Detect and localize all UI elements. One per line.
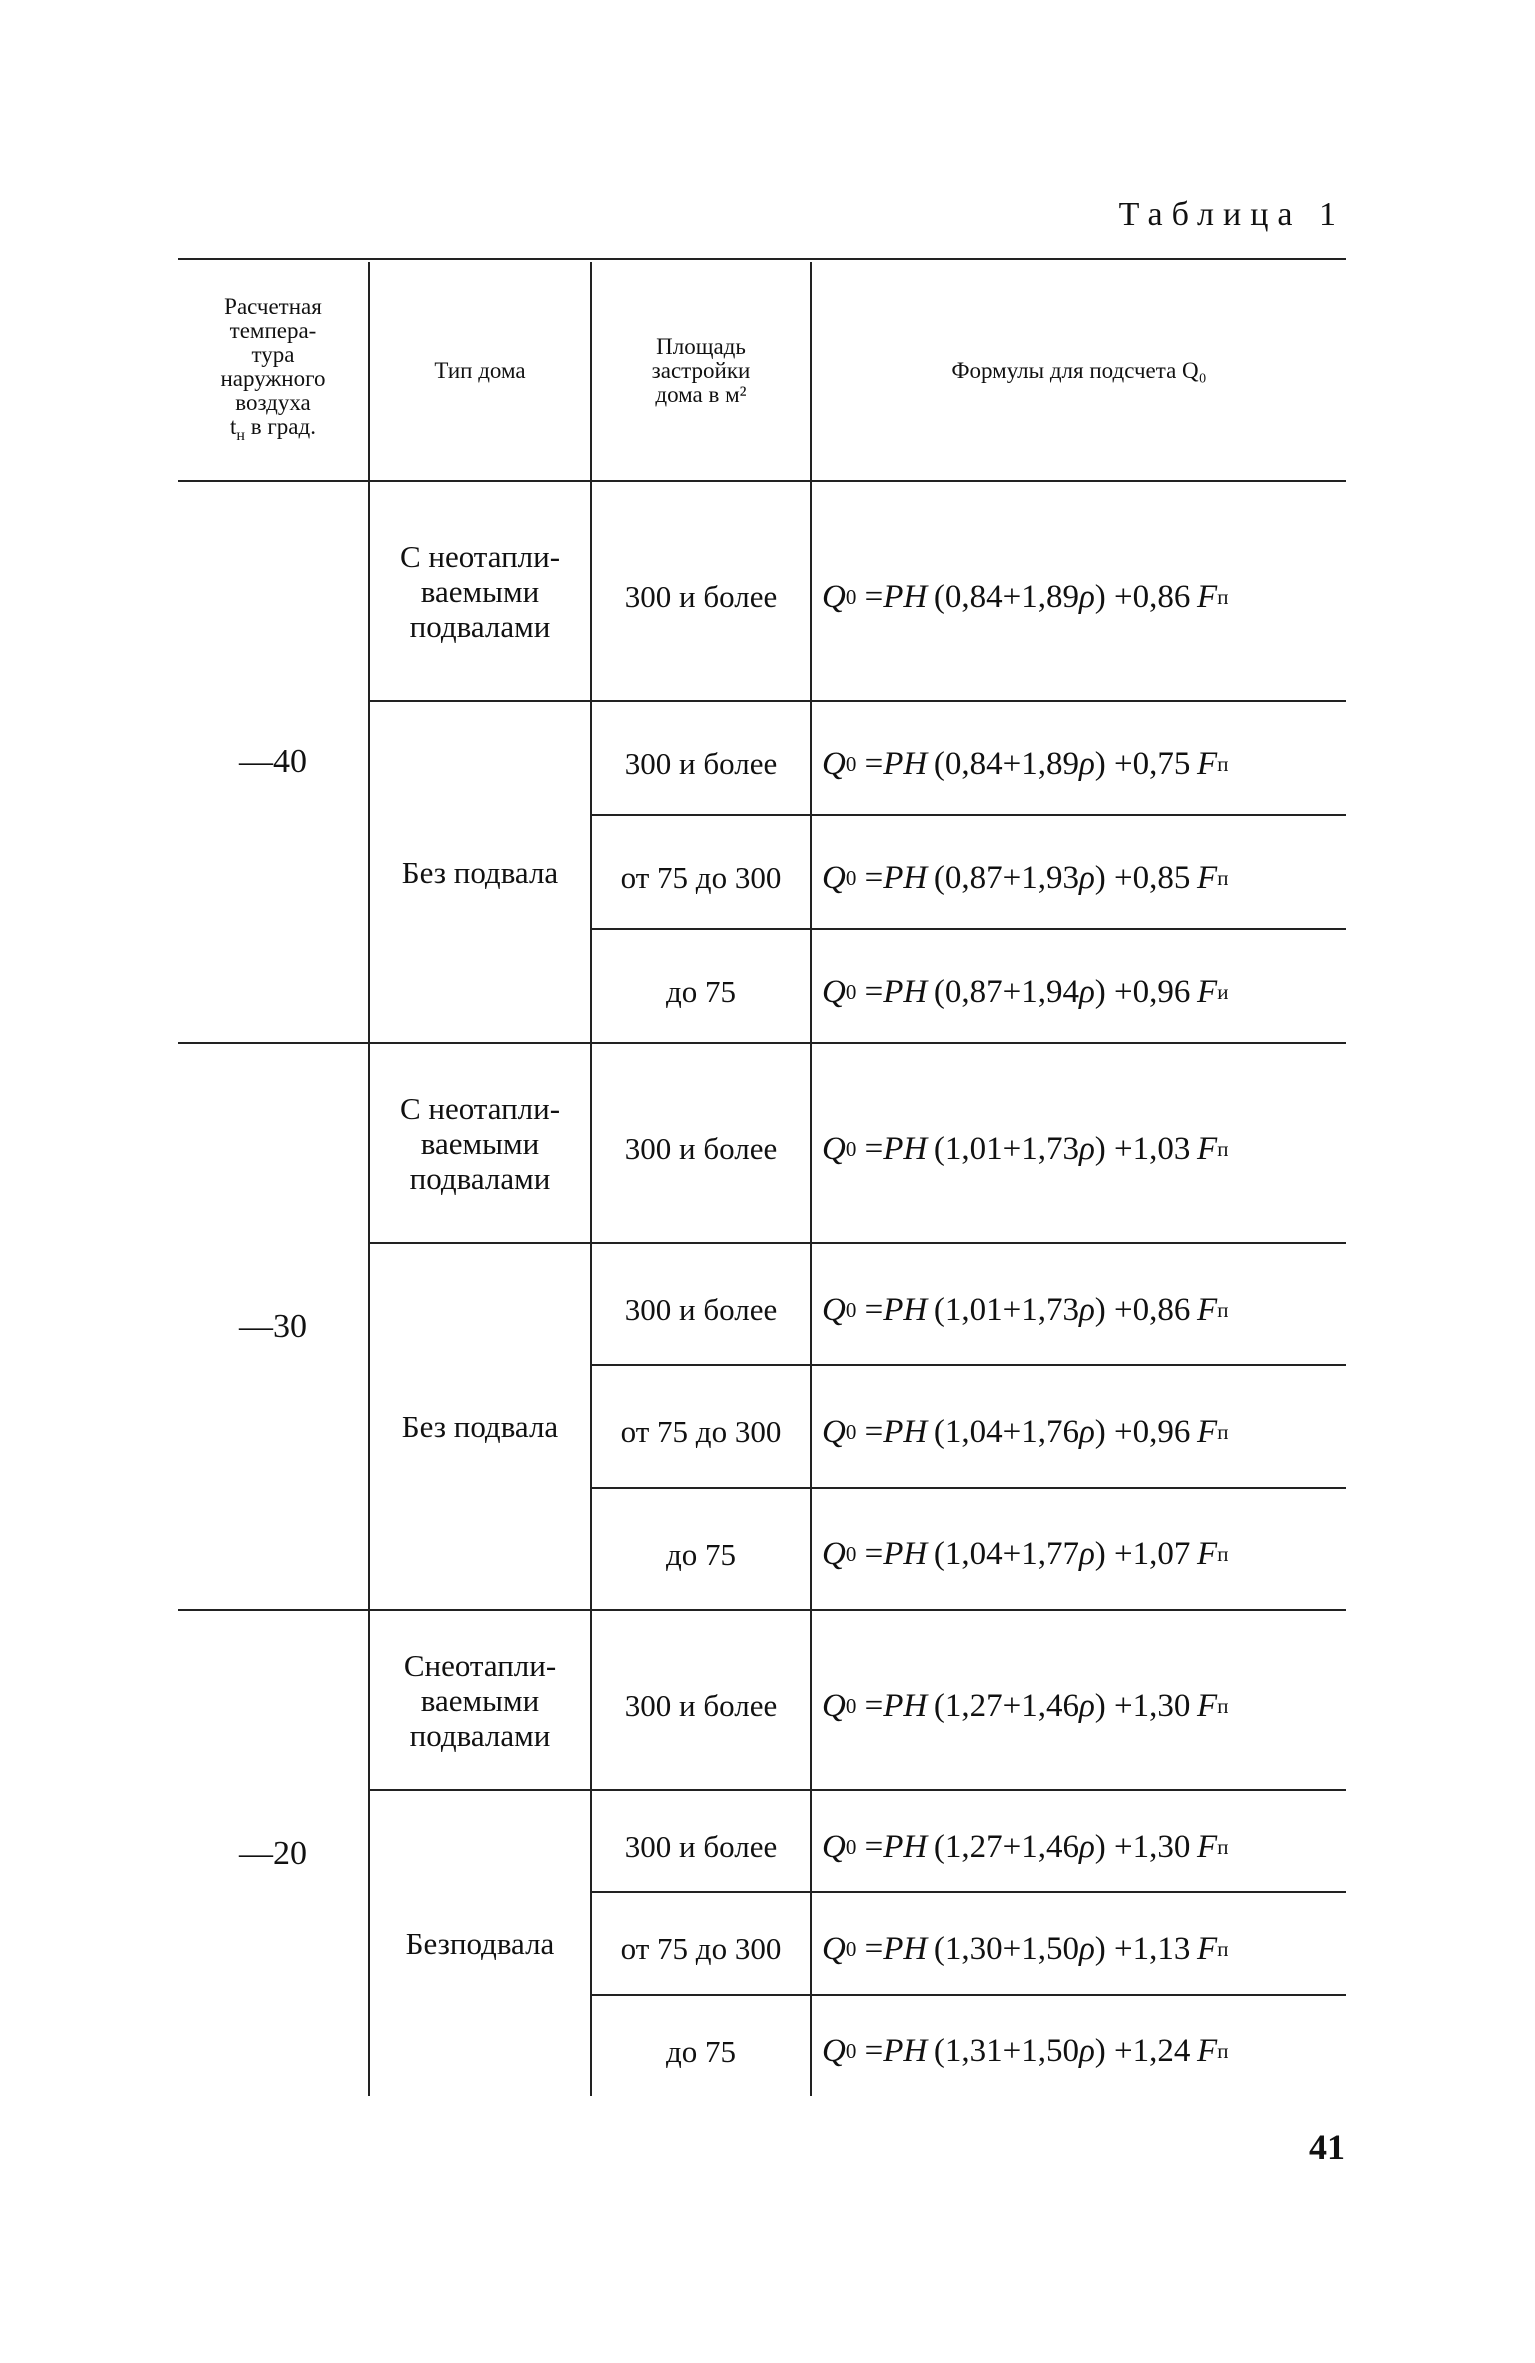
formula-cell: Q 0 = PH ( 1,27 + 1,46 ρ ) + 1,30 F п — [810, 1791, 1346, 1891]
house-type-heated-basement: Снеотапли- ваемыми подвалами — [403, 1647, 557, 1753]
area-cell: до 75 — [590, 1489, 810, 1609]
house-type-heated-basement: С неотапли- ваемыми подвалами — [399, 538, 561, 644]
area-cell: до 75 — [590, 930, 810, 1042]
formula-rows — [590, 1044, 1346, 1609]
area-cell: 300 и более — [590, 1791, 810, 1891]
formula-cell: Q 0 = PH ( 0,84 + 1,89 ρ ) + 0,75 F п — [810, 702, 1346, 814]
house-type-column — [368, 482, 590, 1042]
house-type-no-basement: Без подвала — [370, 700, 590, 1042]
table-row — [590, 1242, 1346, 1364]
table-row — [590, 1611, 1346, 1789]
formula-cell: Q 0 = PH ( 1,01 + 1,73 ρ ) + 1,03 F п — [810, 1044, 1346, 1242]
formula-rows — [590, 1611, 1346, 2096]
formula-cell: Q 0 = PH ( 0,84 + 1,89 ρ ) + 0,86 F п — [810, 482, 1346, 700]
formula-cell: Q 0 = PH ( 1,04 + 1,76 ρ ) + 0,96 F п — [810, 1366, 1346, 1486]
area-cell: до 75 — [590, 1996, 810, 2096]
page-number: 41 — [1309, 2127, 1345, 2167]
table-row — [590, 482, 1346, 700]
house-type-column — [368, 1611, 590, 2096]
table-row — [590, 1994, 1346, 2096]
temperature-group — [178, 1044, 1346, 1609]
table-row — [590, 1364, 1346, 1486]
header-formula: Формулы для подсчета Q₀ — [810, 262, 1346, 480]
group-rule — [178, 1609, 1346, 1611]
formula-cell: Q 0 = PH ( 1,04 + 1,77 ρ ) + 1,07 F п — [810, 1489, 1346, 1609]
temperature-group — [178, 482, 1346, 1042]
table-caption: Таблица 1 — [1118, 196, 1345, 233]
formula-cell: Q 0 = PH ( 0,87 + 1,94 ρ ) + 0,96 F и — [810, 930, 1346, 1042]
house-type-no-basement: Без подвала — [370, 1242, 590, 1609]
area-cell: от 75 до 300 — [590, 1366, 810, 1486]
formula-rows — [590, 482, 1346, 1042]
house-type-heated-basement: С неотапли- ваемыми подвалами — [399, 1090, 561, 1196]
header-temperature: Расчетная темпера- тура наружного воздуха $t_н$ в град. — [220, 293, 326, 444]
table-row — [590, 700, 1346, 814]
temperature-group — [178, 1611, 1346, 2096]
table-row — [590, 814, 1346, 928]
table-row — [590, 928, 1346, 1042]
formula-cell: Q 0 = PH ( 1,01 + 1,73 ρ ) + 0,86 F п — [810, 1244, 1346, 1364]
table-top-rule — [178, 258, 1346, 260]
formula-cell: Q 0 = PH ( 0,87 + 1,93 ρ ) + 0,85 F п — [810, 816, 1346, 928]
area-cell: 300 и более — [590, 1244, 810, 1364]
formula-cell: Q 0 = PH ( 1,31 + 1,50 ρ ) + 1,24 F п — [810, 1996, 1346, 2096]
formula-cell: Q 0 = PH ( 1,27 + 1,46 ρ ) + 1,30 F п — [810, 1611, 1346, 1789]
area-cell: от 75 до 300 — [590, 816, 810, 928]
table-row — [590, 1789, 1346, 1891]
area-cell: 300 и более — [590, 1611, 810, 1789]
table-row — [590, 1891, 1346, 1993]
area-cell: 300 и более — [590, 702, 810, 814]
house-type-no-basement: Безподвала — [370, 1789, 590, 2096]
group-rule — [178, 1042, 1346, 1044]
header-area: Площадь застройки дома в м² — [590, 262, 810, 480]
temperature-value: —30 — [239, 1307, 307, 1345]
formula-cell: Q 0 = PH ( 1,30 + 1,50 ρ ) + 1,13 F п — [810, 1893, 1346, 1993]
table-row — [590, 1044, 1346, 1242]
table-header — [178, 262, 1346, 480]
house-type-column — [368, 1044, 590, 1609]
area-cell: от 75 до 300 — [590, 1893, 810, 1993]
area-cell: 300 и более — [590, 1044, 810, 1242]
temperature-value: —40 — [239, 743, 307, 780]
header-house-type: Тип дома — [368, 262, 590, 480]
temperature-value: —20 — [239, 1834, 307, 1872]
table-row — [590, 1487, 1346, 1609]
area-cell: 300 и более — [590, 482, 810, 700]
